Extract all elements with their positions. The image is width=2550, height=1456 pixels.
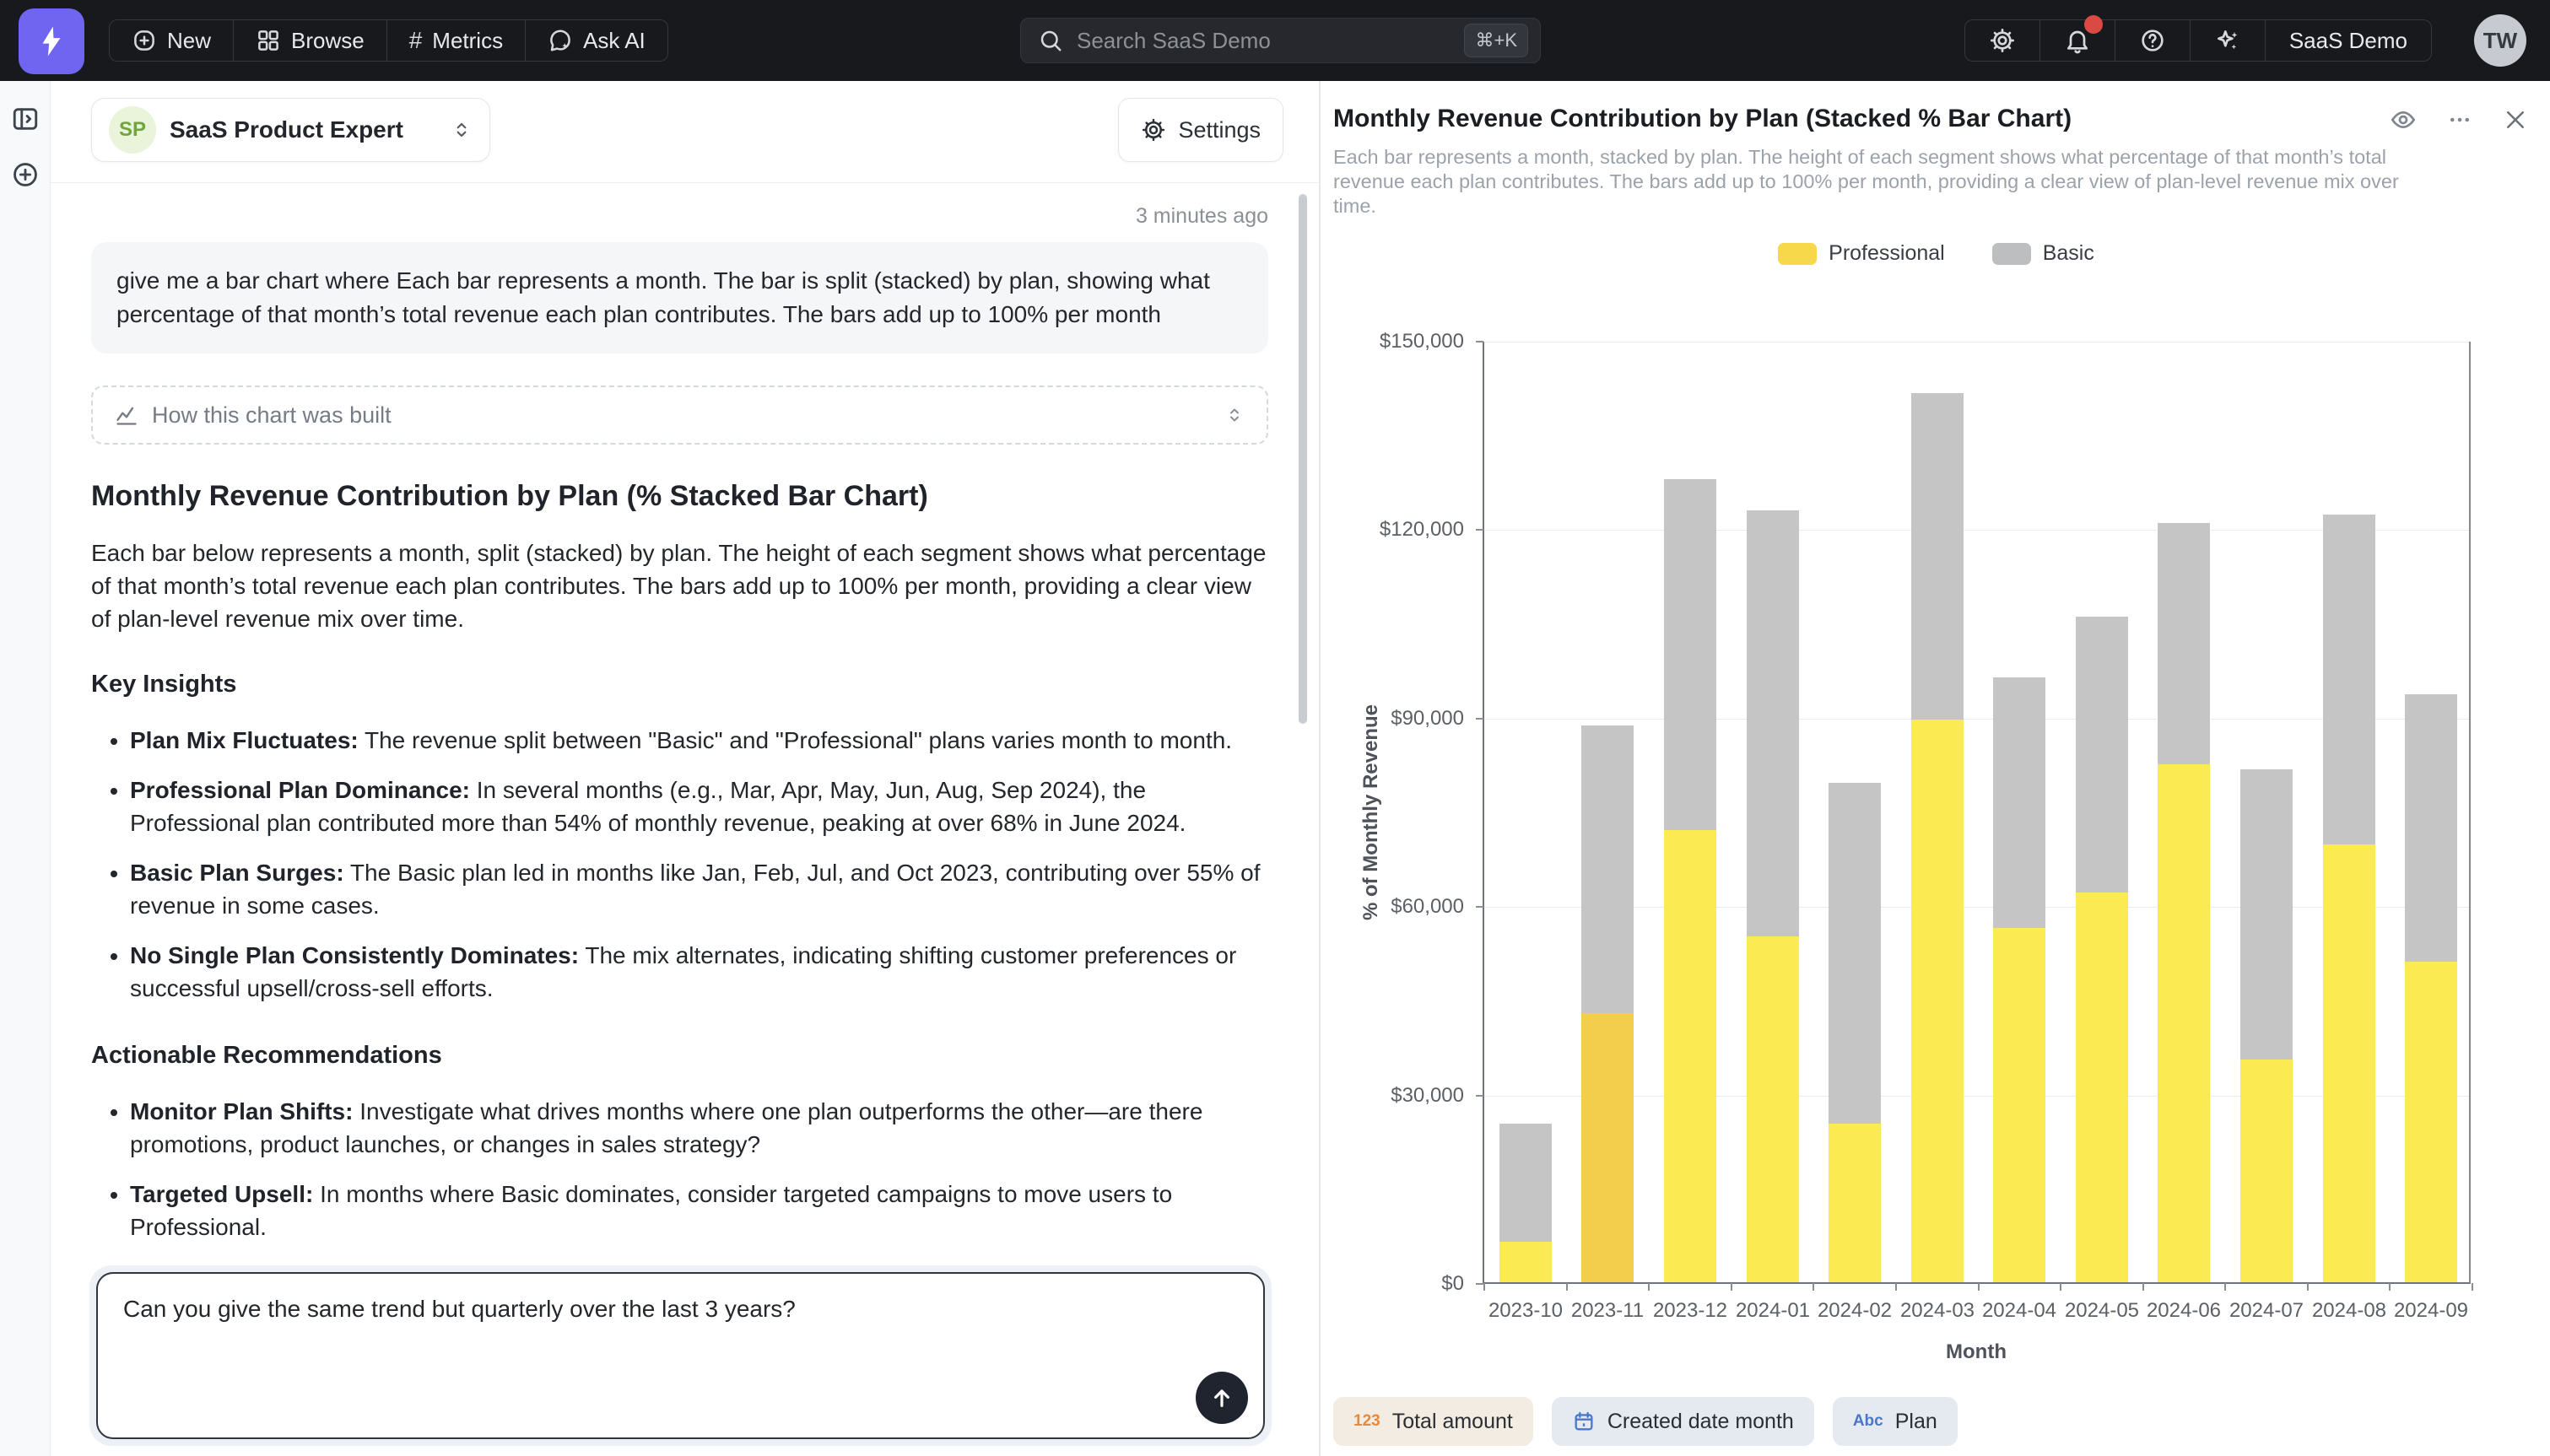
toggle-sidebar-button[interactable] [11, 105, 40, 138]
recommendations-heading: Actionable Recommendations [91, 1042, 442, 1069]
chart-description: Each bar represents a month, stacked by plan. The height of each segment shows what percentage of that month’s total revenue each plan contributes. The bars add up to 100% per month, providing a clear view of plan-level revenue mix over time. [1333, 146, 2399, 217]
x-tick-mark [1648, 1283, 1650, 1291]
bar-segment-basic[interactable] [1581, 725, 1634, 1013]
y-tick-label: $90,000 [1391, 707, 1464, 730]
bar-segment-professional[interactable] [2076, 892, 2128, 1282]
x-tick-label: 2024-03 [1899, 1299, 1975, 1322]
assistant-response [91, 480, 1268, 1396]
chart-panel [1322, 81, 2550, 1456]
bar-segment-professional[interactable] [1829, 1124, 1881, 1282]
x-tick-label: 2023-11 [1570, 1299, 1645, 1322]
x-tick-mark [2472, 1283, 2473, 1291]
bar-segment-basic[interactable] [1664, 479, 1716, 830]
search-shortcut-kbd: ⌘+K [1464, 24, 1528, 57]
navbar-right-group [1964, 19, 2432, 62]
list-item: • Monitor Plan Shifts: Investigate what drives months where one plan outperforms the other—are there promotions, product launches, or changes in sales strategy? [130, 1095, 1268, 1161]
y-tick-mark [1476, 1095, 1483, 1097]
bar-segment-professional[interactable] [2405, 962, 2457, 1282]
close-panel-button[interactable] [2503, 107, 2528, 132]
lightning-bolt-icon [34, 24, 69, 59]
x-tick-label: 2024-01 [1735, 1299, 1811, 1322]
tag-label: Created date month [1607, 1409, 1794, 1433]
y-tick-label: $0 [1441, 1272, 1464, 1295]
nav-label: Metrics [432, 27, 504, 53]
chevron-updown-icon [1224, 405, 1245, 425]
how-chart-built-toggle[interactable] [91, 386, 1268, 445]
insights-heading: Key Insights [91, 671, 237, 698]
x-tick-mark [2060, 1283, 2061, 1291]
x-tick-label: 2024-05 [2064, 1299, 2140, 1322]
prompt-input-wrapper [89, 1265, 1272, 1446]
field-tag-plan[interactable] [1833, 1397, 1958, 1446]
bar-segment-professional[interactable] [2158, 764, 2210, 1282]
hash-icon: # [408, 27, 423, 53]
y-tick-label: $60,000 [1391, 895, 1464, 918]
nav-item-new[interactable] [110, 20, 233, 61]
bar-segment-professional[interactable] [2240, 1060, 2293, 1282]
response-intro: Each bar below represents a month, split (stacked) by plan. The height of each segment shows what percentage of that month’s total revenue each plan contributes. The bars add up to 100% per month, providing a clear view of plan-level revenue mix over time. [91, 540, 1267, 632]
help-button[interactable] [2115, 20, 2190, 61]
chart-legend [1322, 241, 2550, 266]
bar-segment-basic[interactable] [2405, 694, 2457, 962]
list-item: • Plan Mix Fluctuates: The revenue split between "Basic" and "Professional" plans varies month to month. [130, 724, 1268, 757]
eye-icon [2390, 106, 2417, 133]
x-tick-label: 2024-02 [1817, 1299, 1893, 1322]
chat-panel [51, 81, 1321, 1456]
user-message-bubble: give me a bar chart where Each bar represents a month. The bar is split (stacked) by plan, showing what percentage of that month’s total revenue each plan contributes. The bars add up to 100% per month [91, 242, 1268, 353]
bar-segment-basic[interactable] [1911, 393, 1964, 720]
bar-segment-professional[interactable] [1664, 830, 1716, 1282]
grid-icon [256, 28, 281, 53]
notifications-button[interactable] [2039, 20, 2115, 61]
y-tick-mark [1476, 529, 1483, 531]
x-tick-mark [1978, 1283, 1980, 1291]
bar-segment-basic[interactable] [2158, 523, 2210, 765]
list-item: • No Single Plan Consistently Dominates: The mix alternates, indicating shifting customer preferences or successful upsell/cross-sell efforts. [130, 939, 1268, 1005]
calendar-icon [1572, 1410, 1596, 1433]
x-tick-label: 2024-07 [2229, 1299, 2304, 1322]
search-placeholder: Search SaaS Demo [1077, 27, 1271, 53]
x-tick-label: 2024-04 [1981, 1299, 2057, 1322]
list-item: • Basic Plan Surges: The Basic plan led in months like Jan, Feb, Jul, and Oct 2023, contributing over 55% of revenue in some cases. [130, 856, 1268, 922]
new-thread-button[interactable] [11, 160, 40, 193]
nav-label: Ask AI [583, 27, 646, 53]
x-tick-label: 2024-08 [2311, 1299, 2387, 1322]
close-icon [2503, 107, 2528, 132]
x-tick-label: 2023-10 [1488, 1299, 1564, 1322]
top-navbar [0, 0, 2550, 81]
bar-segment-basic[interactable] [1499, 1124, 1552, 1241]
x-tick-label: 2024-06 [2146, 1299, 2222, 1322]
bar-segment-basic[interactable] [2076, 617, 2128, 892]
recommendations-list [91, 1095, 1268, 1293]
legend-swatch [1992, 243, 2031, 265]
legend-label: Basic [2042, 241, 2094, 265]
gear-icon [1989, 27, 2016, 54]
x-tick-label: 2024-09 [2393, 1299, 2469, 1322]
legend-entry-professional[interactable] [1778, 241, 1945, 266]
chat-thread [91, 199, 1268, 1255]
bar-segment-professional[interactable] [1581, 1013, 1634, 1282]
bar-segment-basic[interactable] [1829, 783, 1881, 1124]
chart-line-icon [115, 403, 138, 427]
gridline [1484, 719, 2469, 720]
project-name: SaaS Demo [2288, 27, 2407, 53]
gridline [1484, 530, 2469, 531]
ellipsis-icon [2447, 107, 2472, 132]
settings-label: Settings [1178, 116, 1261, 143]
legend-label: Professional [1829, 241, 1945, 265]
chat-scrollbar-thumb[interactable] [1299, 194, 1307, 724]
chart-title: Monthly Revenue Contribution by Plan (Stacked % Bar Chart) [1333, 105, 2072, 132]
y-tick-mark [1476, 906, 1483, 908]
more-options-button[interactable] [2447, 107, 2472, 132]
x-tick-mark [1895, 1283, 1897, 1291]
x-axis-title: Month [1946, 1340, 2007, 1363]
x-tick-mark [1731, 1283, 1732, 1291]
response-title: Monthly Revenue Contribution by Plan (% Stacked Bar Chart) [91, 480, 928, 512]
bar-segment-basic[interactable] [1747, 510, 1799, 937]
plus-square-icon [132, 28, 157, 53]
user-avatar[interactable]: TW [2474, 14, 2526, 67]
x-tick-mark [1813, 1283, 1814, 1291]
preview-eye-button[interactable] [2390, 106, 2417, 133]
y-tick-mark [1476, 718, 1483, 720]
field-tag-created-date-month[interactable] [1552, 1397, 1814, 1446]
bar-segment-basic[interactable] [1993, 677, 2045, 928]
nav-item-ask-ai[interactable] [525, 20, 667, 61]
chat-header [51, 81, 1319, 183]
thread-rail [0, 81, 51, 1456]
arrow-up-icon [1208, 1384, 1235, 1411]
notification-badge [2084, 15, 2103, 34]
bar-segment-basic[interactable] [2240, 769, 2293, 1060]
plus-circle-icon [11, 160, 40, 189]
bar-segment-professional[interactable] [1993, 928, 2045, 1282]
ai-sparkles-button[interactable] [2190, 20, 2265, 61]
chart-actions [2390, 106, 2528, 133]
list-item: • Targeted Upsell: In months where Basic dominates, consider targeted campaigns to move users to Professional. [130, 1178, 1268, 1243]
x-tick-mark [2224, 1283, 2226, 1291]
y-tick-mark [1476, 1283, 1483, 1285]
bar-segment-professional[interactable] [1911, 720, 1964, 1282]
agent-name: SaaS Product Expert [170, 116, 403, 143]
x-tick-mark [2307, 1283, 2309, 1291]
x-tick-mark [2142, 1283, 2144, 1291]
legend-swatch [1778, 243, 1817, 265]
send-button[interactable] [1196, 1372, 1248, 1424]
y-axis-title: % of Monthly Revenue [1359, 704, 1382, 921]
field-tags [1333, 1397, 1958, 1446]
x-tick-mark [1483, 1283, 1485, 1291]
agent-settings-button[interactable] [1118, 98, 1283, 162]
help-circle-icon [2139, 27, 2166, 54]
nav-label: Browse [291, 27, 365, 53]
bar-segment-basic[interactable] [2323, 515, 2375, 844]
chat-sparkle-icon [548, 28, 573, 53]
bar-segment-professional[interactable] [1747, 936, 1799, 1282]
agent-avatar: SP [109, 106, 156, 154]
sparkles-icon [2214, 27, 2241, 54]
123-icon: 123 [1353, 1412, 1380, 1430]
lightdash-logo[interactable] [19, 8, 84, 74]
chevron-updown-icon [451, 119, 473, 141]
project-switcher[interactable] [2265, 20, 2431, 61]
x-tick-mark [2389, 1283, 2391, 1291]
y-tick-mark [1476, 341, 1483, 342]
main-nav [109, 19, 668, 62]
bar-segment-professional[interactable] [1499, 1242, 1552, 1282]
how-built-label: How this chart was built [152, 402, 392, 428]
tag-label: Plan [1894, 1409, 1937, 1433]
panel-expand-icon [11, 105, 40, 133]
nav-label: New [167, 27, 212, 53]
y-tick-label: $150,000 [1379, 330, 1464, 353]
settings-nav-button[interactable] [1965, 20, 2039, 61]
agent-selector[interactable] [91, 98, 490, 162]
global-search[interactable] [1020, 18, 1541, 63]
prompt-input[interactable] [96, 1272, 1265, 1439]
bar-segment-professional[interactable] [2323, 844, 2375, 1282]
x-tick-mark [1566, 1283, 1568, 1291]
x-tick-label: 2023-12 [1652, 1299, 1728, 1322]
nav-item-browse[interactable] [233, 20, 386, 61]
message-timestamp: 3 minutes ago [1135, 204, 1268, 228]
y-tick-label: $30,000 [1391, 1084, 1464, 1107]
prompt-input-value: Can you give the same trend but quarterly over the last 3 years? [123, 1296, 796, 1322]
search-icon [1038, 28, 1063, 53]
chart-plot-area [1379, 330, 2471, 1322]
y-tick-label: $120,000 [1379, 518, 1464, 541]
nav-item-metrics[interactable] [386, 20, 525, 61]
abc-icon: Abc [1852, 1412, 1883, 1430]
legend-entry-basic[interactable] [1992, 241, 2094, 266]
field-tag-total-amount[interactable] [1333, 1397, 1533, 1446]
insights-list [91, 724, 1268, 1005]
tag-label: Total amount [1391, 1409, 1513, 1433]
gear-icon [1141, 117, 1166, 143]
list-item: • Professional Plan Dominance: In several months (e.g., Mar, Apr, May, Jun, Aug, Sep 2024), the Professional plan contributed more than 54% of monthly revenue, peaking at over 68% in June 2024. [130, 774, 1268, 839]
